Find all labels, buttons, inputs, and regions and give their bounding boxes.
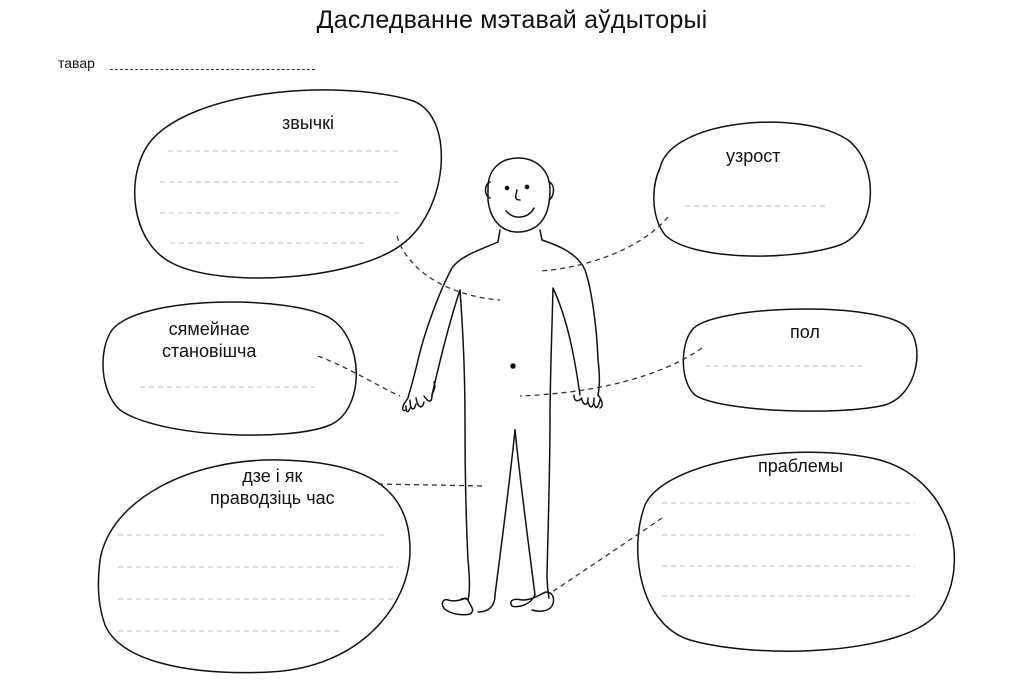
figure-eye-right xyxy=(525,185,528,188)
connector-age xyxy=(540,217,668,271)
connector-family xyxy=(318,356,400,396)
habits-label: звычкі xyxy=(282,113,335,133)
figure-eye-left xyxy=(505,186,508,189)
page-title: Даследванне мэтавай аўдыторыі xyxy=(316,6,708,34)
figure-right-foot xyxy=(511,592,554,611)
figure-nose xyxy=(516,190,520,200)
product-label: тавар xyxy=(58,55,95,71)
problems-bubble xyxy=(638,452,955,651)
connector-pastime xyxy=(378,484,484,486)
age-bubble xyxy=(654,122,871,256)
figure-crotch xyxy=(495,430,515,595)
age-label: узрост xyxy=(726,146,781,166)
connector-gender xyxy=(520,348,702,396)
pastime-label: дзе і як праводзіць час xyxy=(210,466,335,508)
figure-smile xyxy=(506,208,534,217)
figure-head xyxy=(488,158,550,232)
connector-habits xyxy=(397,236,500,300)
figure-body-outline xyxy=(404,230,600,404)
problems-label: праблемы xyxy=(758,456,844,476)
connector-problems xyxy=(552,518,662,592)
figure-right-hand xyxy=(574,395,602,408)
figure-left-hand xyxy=(403,382,435,412)
figure-navel xyxy=(511,364,515,368)
gender-label: пол xyxy=(790,322,820,342)
family-label: сямейнае становішча xyxy=(162,319,257,361)
